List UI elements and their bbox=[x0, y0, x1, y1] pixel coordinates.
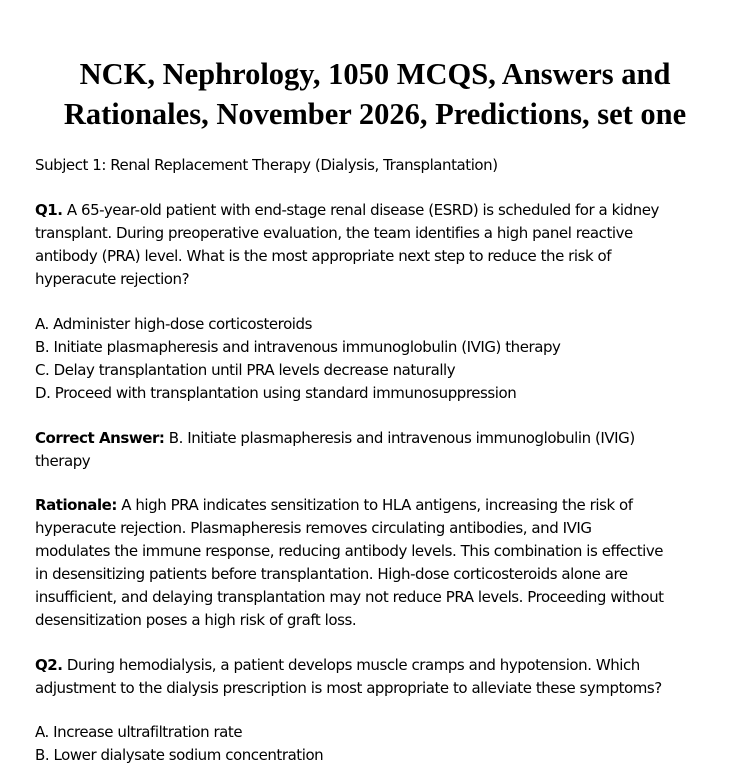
rationale-text: A high PRA indicates sensitization to HLA antigens, increasing the risk of bbox=[116, 496, 633, 514]
question-1-stem-line: transplant. During preoperative evaluation, the team identifies a high panel reactive bbox=[35, 224, 633, 242]
question-2-options bbox=[35, 721, 725, 767]
question-2-stem-line bbox=[35, 654, 725, 677]
correct-answer-line bbox=[35, 427, 725, 450]
subject-text: Subject 1: Renal Replacement Therapy (Dialysis, Transplantation) bbox=[35, 156, 498, 174]
question-2-stem bbox=[35, 654, 725, 700]
correct-answer-line: therapy bbox=[35, 452, 91, 470]
question-1-stem-line bbox=[35, 199, 725, 222]
rationale-line bbox=[35, 494, 725, 517]
correct-answer-label: Correct Answer: bbox=[35, 429, 165, 447]
rationale-line: in desensitizing patients before transplantation. High-dose corticosteroids alone are bbox=[35, 565, 628, 583]
document-title-line-2: Rationales, November 2026, Predictions, set one bbox=[63, 97, 687, 131]
subject-heading bbox=[35, 154, 725, 177]
question-1-option-c: C. Delay transplantation until PRA levels decrease naturally bbox=[35, 361, 456, 379]
question-2-stem-text: During hemodialysis, a patient develops muscle cramps and hypotension. Which bbox=[62, 656, 640, 674]
question-1-correct-answer bbox=[35, 427, 725, 473]
document-title-line-1: NCK, Nephrology, 1050 MCQS, Answers and bbox=[79, 57, 671, 91]
question-2-option-b: B. Lower dialysate sodium concentration bbox=[35, 746, 324, 764]
question-2-option-a: A. Increase ultrafiltration rate bbox=[35, 723, 243, 741]
rationale-line: desensitization poses a high risk of graft loss. bbox=[35, 611, 357, 629]
question-2-stem-line: adjustment to the dialysis prescription is most appropriate to alleviate these symptoms? bbox=[35, 679, 662, 697]
question-1-stem-line: hyperacute rejection? bbox=[35, 270, 190, 288]
question-1-stem-text: A 65-year-old patient with end-stage renal disease (ESRD) is scheduled for a kidney bbox=[62, 201, 659, 219]
rationale-line: modulates the immune response, reducing antibody levels. This combination is effective bbox=[35, 542, 664, 560]
question-1-options bbox=[35, 313, 725, 405]
rationale-label: Rationale: bbox=[35, 496, 117, 514]
correct-answer-text: B. Initiate plasmapheresis and intravenous immunoglobulin (IVIG) bbox=[164, 429, 635, 447]
question-1-option-a: A. Administer high-dose corticosteroids bbox=[35, 315, 312, 333]
question-2-label: Q2. bbox=[35, 656, 63, 674]
question-1-option-b: B. Initiate plasmapheresis and intravenous immunoglobulin (IVIG) therapy bbox=[35, 338, 561, 356]
document-title bbox=[20, 54, 730, 134]
rationale-line: hyperacute rejection. Plasmapheresis removes circulating antibodies, and IVIG bbox=[35, 519, 592, 537]
question-1-stem bbox=[35, 199, 725, 291]
question-1-rationale bbox=[35, 494, 725, 632]
question-1-stem-line: antibody (PRA) level. What is the most appropriate next step to reduce the risk of bbox=[35, 247, 612, 265]
question-1-label: Q1. bbox=[35, 201, 63, 219]
rationale-line: insufficient, and delaying transplantation may not reduce PRA levels. Proceeding without bbox=[35, 588, 664, 606]
question-1-option-d: D. Proceed with transplantation using standard immunosuppression bbox=[35, 384, 517, 402]
